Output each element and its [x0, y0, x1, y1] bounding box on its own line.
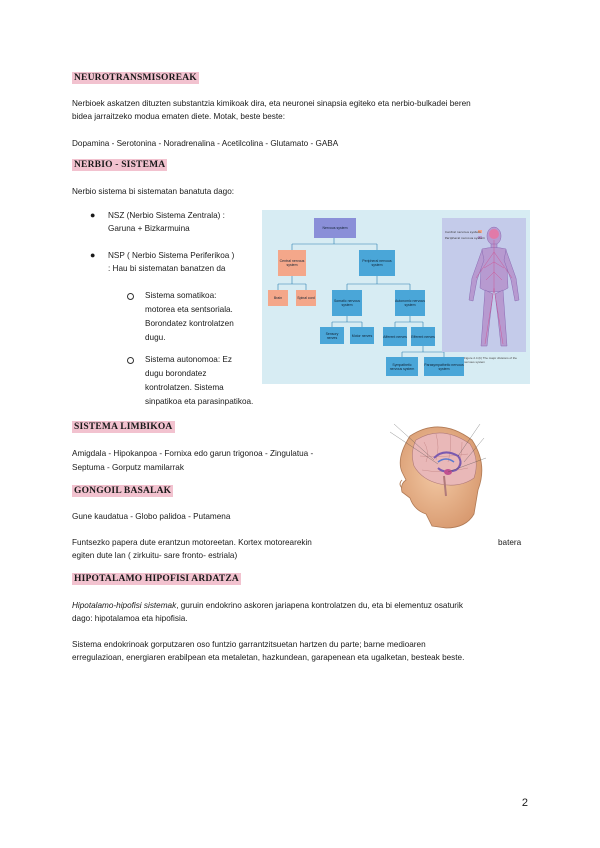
hipotalamo-p1-rest: , guruin endokrino askoren jariapena kontrolatzen du, eta bi elementuz osaturik: [176, 601, 463, 610]
bullet-icon: ●: [90, 210, 96, 220]
gongoil-line3: egiten dute lan ( zirkuitu- sare fronto- estriala): [72, 551, 238, 560]
nervous-system-figure: [262, 210, 530, 384]
node-afferent: Afferent nerves: [383, 327, 407, 346]
limbikoa-line1: Amigdala - Hipokanpoa - Fornixa edo garun trigonoa - Zingulatua -: [72, 449, 314, 458]
nsp-line1: NSP ( Nerbio Sistema Periferikoa ): [108, 251, 235, 260]
node-spinal-cord: Spinal cord: [296, 290, 316, 306]
node-brain: Brain: [268, 290, 288, 306]
somatic-line3: Borondatez kontrolatzen: [145, 319, 234, 328]
neurotransmitter-types: Dopamina - Serotonina - Noradrenalina - Acetilcolina - Glutamato - GABA: [72, 139, 339, 148]
autonomic-line3: kontrolatzen. Sistema: [145, 383, 224, 392]
node-sensory: Sensory nerves: [320, 327, 344, 344]
somatic-line4: dugu.: [145, 333, 166, 342]
nsp-line2: : Hau bi sistematan banatzen da: [108, 264, 226, 273]
limbikoa-line2: Septuma - Gorputz mamilarrak: [72, 463, 184, 472]
node-somatic: Somatic nervous system: [332, 290, 362, 316]
figure-caption: Figure 2.4 (b) The major divisions of the nervous system: [464, 356, 517, 364]
nsz-line1: NSZ (Nerbio Sistema Zentrala) :: [108, 211, 225, 220]
gongoil-line2b: batera: [498, 538, 522, 547]
heading-gongoil-basalak: GONGOIL BASALAK: [74, 486, 172, 496]
gongoil-line2a: Funtsezko papera dute erantzun motoreetan. Kortex motorearekin: [72, 538, 312, 547]
nsz-line2: Garuna + Bizkarmuina: [108, 224, 190, 233]
hipotalamo-p1-line2: dago: hipotalamoa eta hipofisia.: [72, 614, 188, 623]
autonomic-line2: dugu borondatez: [145, 369, 207, 378]
node-nervous-system: Nervous system: [314, 218, 356, 238]
circle-bullet-icon: [127, 357, 134, 364]
neuro-paragraph-line2: bidea jarraitzeko modua ematen diete. Motak, beste beste:: [72, 112, 285, 121]
autonomic-line4: sinpatikoa eta parasinpatikoa.: [145, 397, 254, 406]
somatic-line1: Sistema somatikoa:: [145, 291, 217, 300]
node-central: Central nervous system: [278, 250, 306, 276]
nerbio-intro: Nerbio sistema bi sistematan banatuta dago:: [72, 187, 235, 196]
neuro-paragraph-line1: Nerbioek askatzen dituzten substantzia kimikoak dira, eta neuronei sinapsia egiteko eta nerbio-bulkadei beren: [72, 99, 471, 108]
page-number: 2: [521, 797, 528, 809]
circle-bullet-icon: [127, 293, 134, 300]
legend-cns-label: Central nervous system: [445, 230, 481, 234]
hipotalamo-p2-line1: Sistema endokrinoak gorputzaren oso funtzio garrantzitsuetan hartzen du parte; barne medioaren: [72, 640, 426, 649]
node-motor: Motor nerves: [350, 327, 374, 344]
somatic-line2: motorea eta sentsoriala.: [145, 305, 233, 314]
node-sympathetic: Sympathetic nervous system: [386, 357, 418, 376]
legend-pns-label: Peripheral nervous system: [445, 236, 485, 240]
heading-sistema-limbikoa: SISTEMA LIMBIKOA: [74, 422, 173, 432]
brain-head-figure: [380, 418, 490, 530]
node-parasympathetic: Parasympathetic nervous system: [424, 357, 464, 376]
brain-illustration: [380, 418, 490, 530]
node-efferent: Efferent nerves: [411, 327, 435, 346]
human-body-figure: [442, 218, 526, 352]
node-autonomic: Autonomic nervous system: [395, 290, 425, 316]
human-body-panel: [442, 218, 526, 352]
bullet-icon: ●: [90, 250, 96, 260]
heading-neurotransmisoreak: NEUROTRANSMISOREAK: [74, 73, 197, 83]
node-peripheral: Peripheral nervous system: [359, 250, 395, 276]
hipotalamo-p1-line1: [72, 599, 530, 613]
hipotalamo-p2-line2: erregulazioan, energiaren erabilpean eta metaletan, hazkundean, garapenean eta ugalketan, besteak beste.: [72, 653, 465, 662]
heading-hipotalamo-hipofisi: HIPOTALAMO HIPOFISI ARDATZA: [74, 574, 239, 584]
gongoil-line1: Gune kaudatua - Globo palidoa - Putamena: [72, 512, 231, 521]
hipotalamo-italic-term: Hipotalamo-hipofisi sistemak: [72, 601, 177, 610]
autonomic-line1: Sistema autonomoa: Ez: [145, 355, 232, 364]
heading-nerbio-sistema: NERBIO - SISTEMA: [74, 160, 166, 170]
